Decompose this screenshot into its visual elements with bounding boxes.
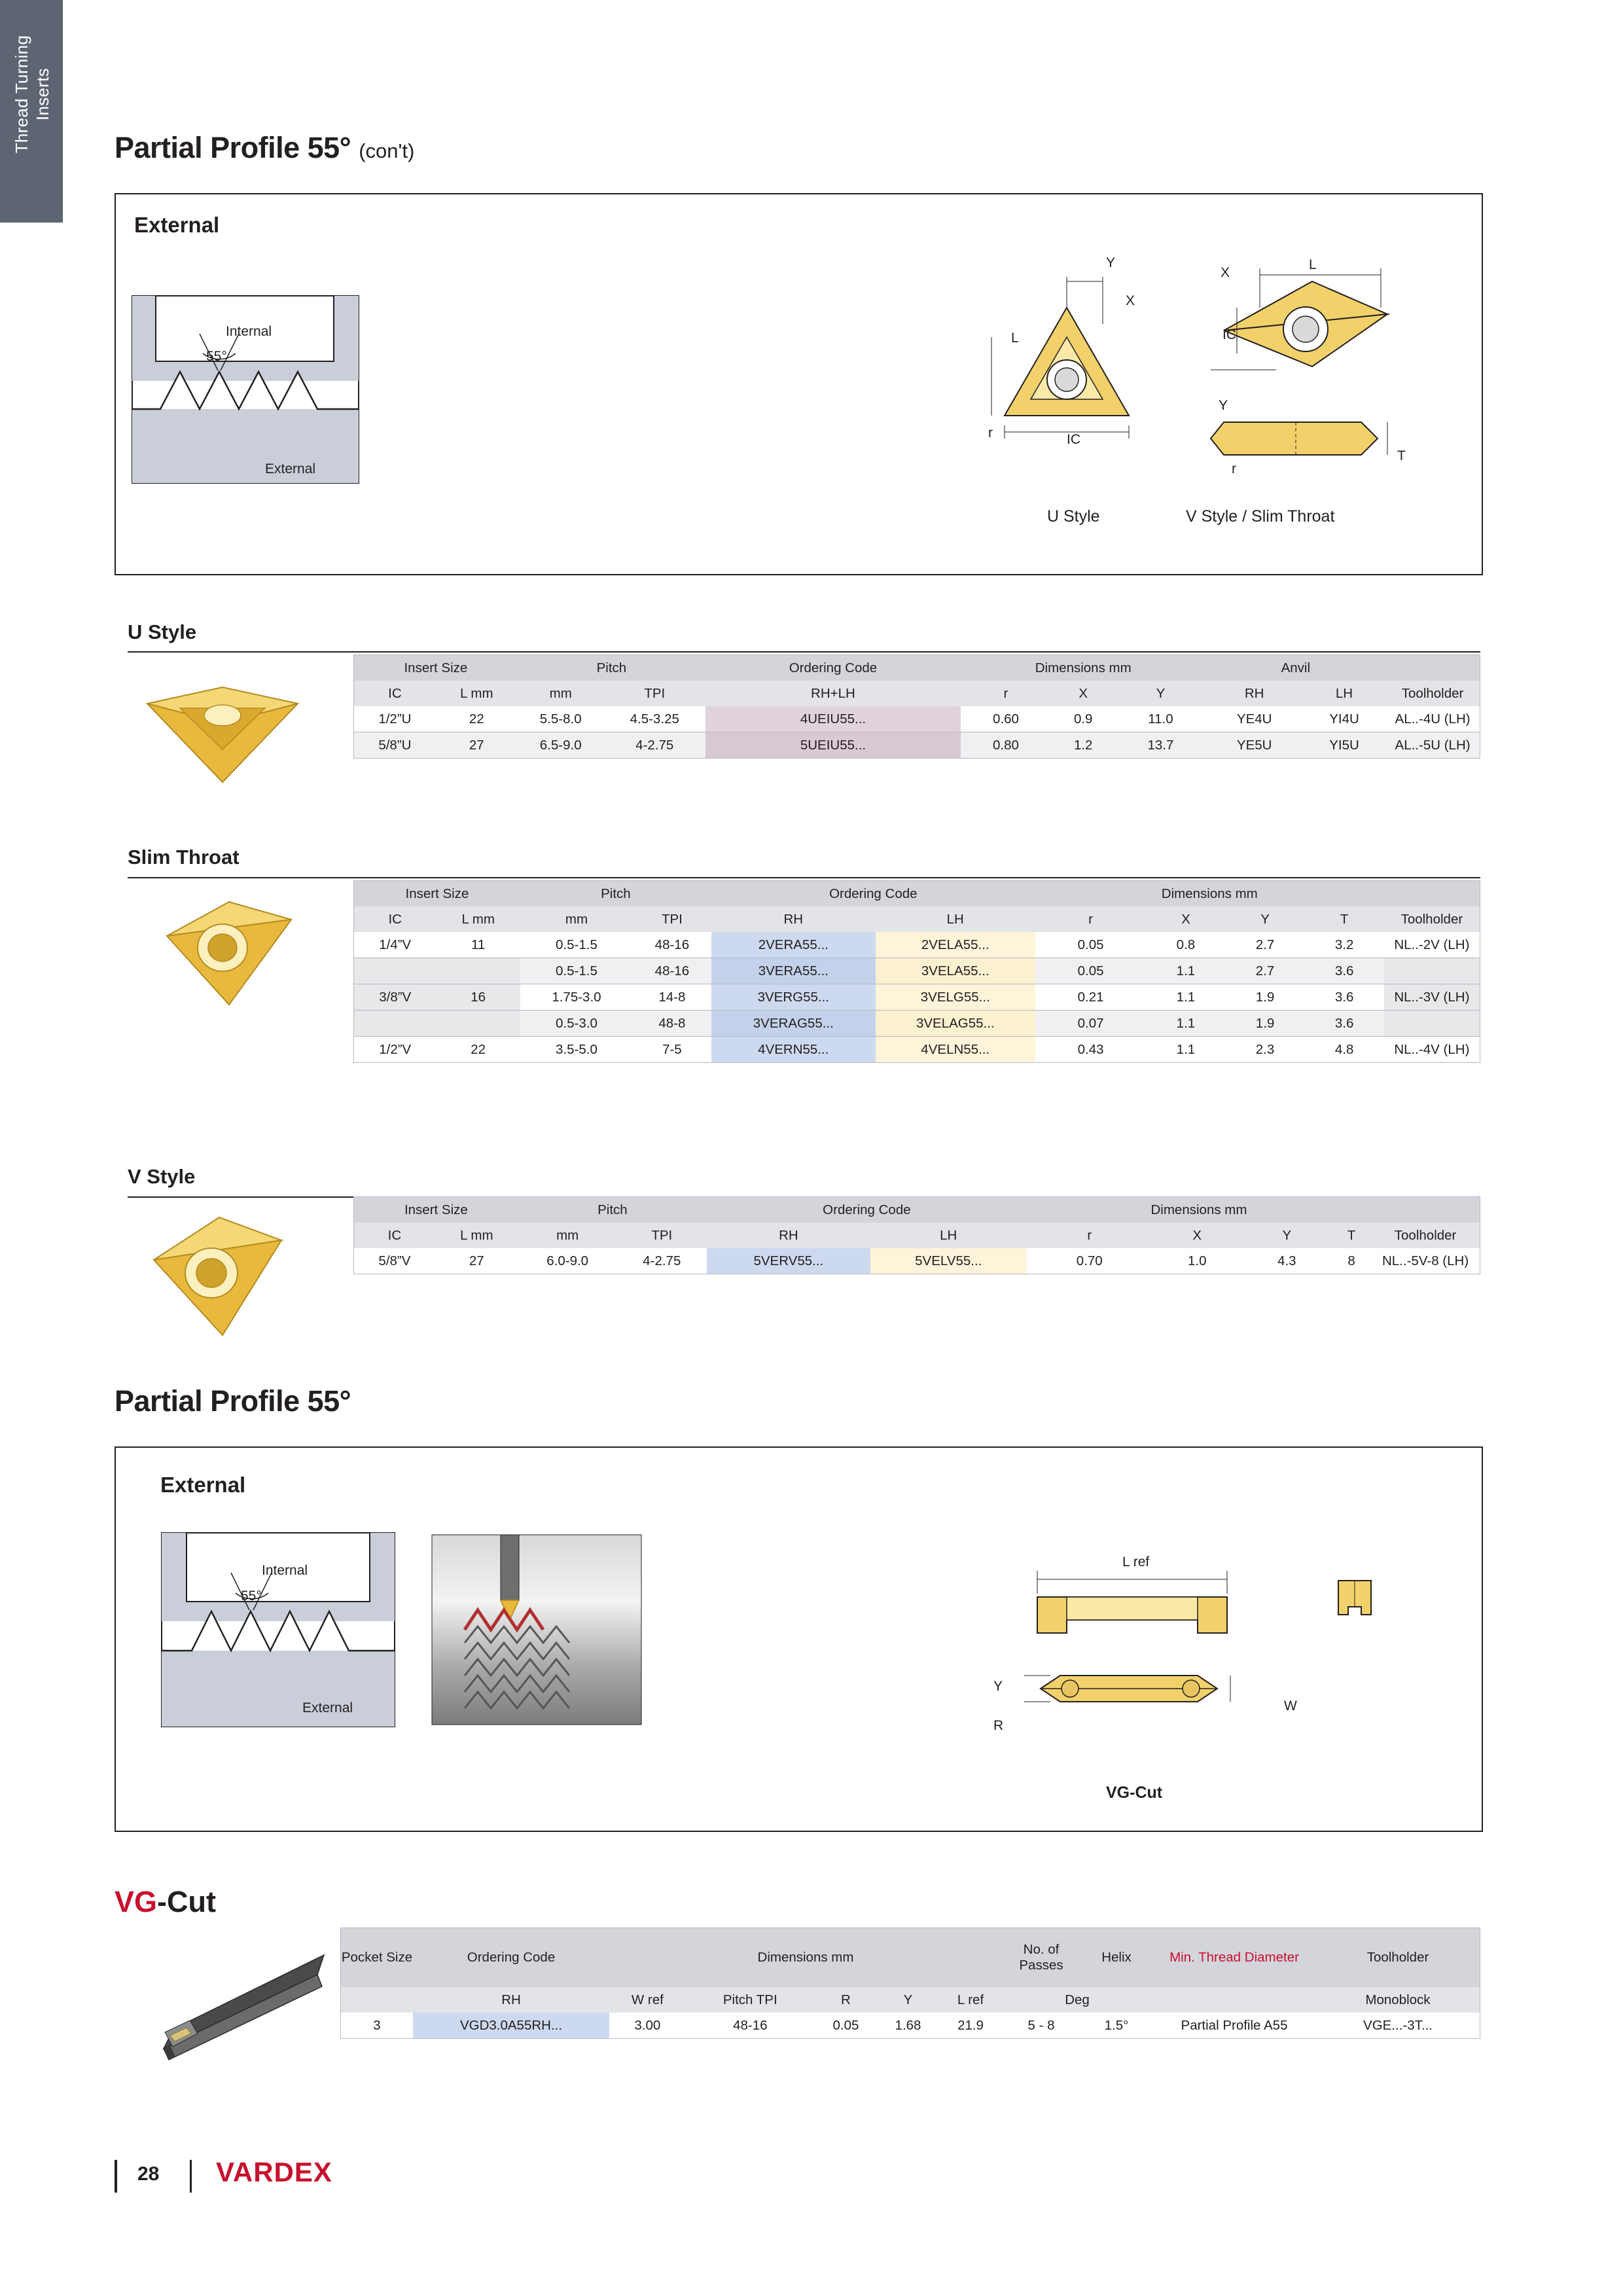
cell-r0-c7: 11.0	[1115, 706, 1205, 732]
cell-r0-c8: 4.3	[1242, 1248, 1332, 1274]
group-header-pitch: Pitch	[518, 1197, 707, 1223]
cell-r0-c4: 4UEIU55...	[705, 706, 961, 732]
column-header-6: X	[1051, 681, 1116, 706]
column-header-9: T	[1332, 1223, 1371, 1248]
table-row	[354, 706, 1480, 732]
column-header-5: LH	[876, 906, 1035, 932]
cell-r0-c3: 48-16	[686, 2013, 815, 2039]
column-header-8: Y	[1225, 906, 1304, 932]
group-header-no-of-passes: No. of Passes	[1002, 1928, 1080, 1988]
cell-r0-c4: 5VERV55...	[707, 1248, 870, 1274]
cell-r1-c9: YI5U	[1303, 732, 1385, 759]
table-group-header-row	[341, 1928, 1480, 1988]
group-header-insert-size: Insert Size	[354, 655, 518, 681]
diagram1-label-Y: Y	[1106, 255, 1116, 270]
cell-r2-c10: NL..-3V (LH)	[1384, 984, 1480, 1011]
cell-r4-c3: 7-5	[633, 1037, 711, 1063]
cell-r0-c9: YI4U	[1303, 706, 1385, 732]
diagram2-label-W: W	[1284, 1698, 1297, 1713]
column-header-lref: L ref	[939, 1987, 1002, 2013]
brand-logo: VARDEX	[216, 2157, 332, 2187]
cell-r0-c10: NL..-2V (LH)	[1384, 932, 1480, 958]
table-column-header-row	[354, 906, 1480, 932]
page-title	[115, 131, 414, 165]
cell-r0-c4: 2VERA55...	[711, 932, 876, 958]
u-style-table	[353, 655, 1480, 759]
column-header-9: LH	[1303, 681, 1385, 706]
cell-r0-c10: VGE...-3T...	[1316, 2013, 1480, 2039]
external-panel-1-label: External	[134, 213, 220, 237]
cell-r3-c0	[354, 1011, 437, 1037]
group-header-toolholder: Toolholder	[1316, 1928, 1480, 1988]
u-style-rule	[128, 651, 1480, 653]
cell-r3-c10	[1384, 1011, 1480, 1037]
cell-r1-c3: 4-2.75	[604, 732, 705, 759]
group-header-ordering-code: Ordering Code	[413, 1928, 609, 1988]
threading-operation-illustration	[429, 1532, 645, 1728]
cell-r4-c4: 4VERN55...	[711, 1037, 876, 1063]
diagram1-label-IC: IC	[1067, 432, 1080, 447]
cell-r2-c1: 16	[436, 984, 520, 1011]
thread-profile-diagram-1	[131, 295, 360, 484]
cell-r2-c3: 14-8	[633, 984, 711, 1011]
diagram2-label-R: R	[993, 1718, 1004, 1733]
cell-r2-c0: 3/8”V	[354, 984, 437, 1011]
cell-r3-c1	[436, 1011, 520, 1037]
column-header-9: T	[1305, 906, 1384, 932]
column-header-8: Y	[1242, 1223, 1332, 1248]
cell-r0-c8: 2.7	[1225, 932, 1304, 958]
cell-r0-c6: 21.9	[939, 2013, 1002, 2039]
cell-r0-c6: 0.70	[1027, 1248, 1152, 1274]
cell-r0-c3: 4-2.75	[617, 1248, 707, 1274]
section-tab	[0, 0, 63, 223]
cell-r0-c5: 5VELV55...	[870, 1248, 1027, 1274]
group-header-min-thread-diameter: Min. Thread Diameter	[1152, 1928, 1316, 1988]
table-row	[354, 1248, 1480, 1274]
cell-r1-c5: 0.80	[961, 732, 1051, 759]
cell-r0-c0: 5/8”V	[354, 1248, 435, 1274]
cell-r4-c8: 2.3	[1225, 1037, 1304, 1063]
vg-cut-heading-rest: -Cut	[157, 1885, 216, 1918]
column-header-3: TPI	[633, 906, 711, 932]
slim-throat-heading: Slim Throat	[128, 846, 240, 869]
table-column-header-row	[354, 1223, 1480, 1248]
page-title-text: Partial Profile 55°	[115, 131, 351, 164]
column-header-y: Y	[877, 1987, 939, 2013]
table-column-header-row	[341, 1987, 1480, 2013]
cell-r0-c7: 1.0	[1152, 1248, 1242, 1274]
cell-r1-c7: 13.7	[1115, 732, 1205, 759]
footer-divider-right	[190, 2160, 192, 2193]
diagram2-angle-label: 55°	[241, 1588, 262, 1604]
group-header-dimensions: Dimensions mm	[1027, 1197, 1371, 1223]
diagram2-label-Y: Y	[993, 1679, 1003, 1694]
cell-r0-c2: 0.5-1.5	[520, 932, 633, 958]
vg-cut-end-view	[1332, 1574, 1378, 1626]
cell-r3-c2: 0.5-3.0	[520, 1011, 633, 1037]
external-panel-2-label: External	[160, 1473, 246, 1497]
cell-r1-c0	[354, 958, 437, 984]
diagram1-vlabel-IC: IC	[1222, 327, 1236, 342]
cell-r3-c4: 3VERAG55...	[711, 1011, 876, 1037]
cell-r0-c6: 0.05	[1035, 932, 1147, 958]
cell-r1-c2: 0.5-1.5	[520, 958, 633, 984]
column-header-7: X	[1146, 906, 1225, 932]
cell-r0-c10: NL..-5V-8 (LH)	[1371, 1248, 1480, 1274]
u-style-insert-diagram	[969, 245, 1165, 455]
cell-r3-c9: 3.6	[1305, 1011, 1384, 1037]
cell-r4-c5: 4VELN55...	[876, 1037, 1035, 1063]
table-group-header-row	[354, 881, 1480, 907]
cell-r1-c4: 3VERA55...	[711, 958, 876, 984]
group-header-ordering-code: Ordering Code	[711, 881, 1035, 907]
cell-r1-c8: 2.7	[1225, 958, 1304, 984]
table-row	[354, 1011, 1480, 1037]
vg-cut-toolholder-photo	[151, 1934, 334, 2065]
vg-cut-geometry-diagram	[1001, 1548, 1296, 1744]
column-header-2: mm	[518, 1223, 617, 1248]
column-header-rh: RH	[413, 1987, 609, 2013]
diagram1-vlabel-Y: Y	[1219, 398, 1228, 413]
cell-r0-c1: 22	[436, 706, 518, 732]
column-header-2: mm	[518, 681, 604, 706]
v-style-insert-diagram	[1198, 245, 1414, 481]
column-header-0: IC	[354, 681, 436, 706]
cell-r4-c7: 1.1	[1146, 1037, 1225, 1063]
column-header-5: LH	[870, 1223, 1027, 1248]
diagram1-label-r: r	[988, 425, 993, 440]
group-header-helix: Helix	[1080, 1928, 1152, 1988]
diagram1-vlabel-T: T	[1397, 448, 1406, 463]
column-header-deg: Deg	[1002, 1987, 1152, 2013]
column-header-7: Y	[1115, 681, 1205, 706]
cell-r4-c6: 0.43	[1035, 1037, 1147, 1063]
cell-r4-c1: 22	[436, 1037, 520, 1063]
cell-r3-c7: 1.1	[1146, 1011, 1225, 1037]
column-header-6: r	[1035, 906, 1147, 932]
cell-r0-c5: 0.60	[961, 706, 1051, 732]
u-style-heading: U Style	[128, 620, 197, 643]
table-row	[354, 932, 1480, 958]
cell-r0-c7: 5 - 8	[1002, 2013, 1080, 2039]
cell-r0-c2: 5.5-8.0	[518, 706, 604, 732]
cell-r2-c5: 3VELG55...	[876, 984, 1035, 1011]
column-header-pitch-tpi: Pitch TPI	[686, 1987, 815, 2013]
cell-r2-c2: 1.75-3.0	[520, 984, 633, 1011]
section-tab-line1: Thread Turning	[12, 35, 31, 154]
cell-r0-c0: 3	[341, 2013, 414, 2039]
cell-r0-c9: 8	[1332, 1248, 1371, 1274]
diagram1-angle-label: 55°	[206, 349, 227, 364]
thread-profile-diagram-2	[160, 1532, 396, 1728]
v-style-slim-throat-caption: V Style / Slim Throat	[1186, 507, 1335, 526]
table-group-header-row	[354, 655, 1480, 681]
vg-cut-heading-red: VG	[115, 1885, 158, 1918]
group-header-pitch: Pitch	[518, 655, 705, 681]
section-tab-line2: Inserts	[33, 67, 52, 121]
column-header-10: Toolholder	[1384, 906, 1480, 932]
diagram1-label-X: X	[1126, 293, 1135, 308]
cell-r1-c1: 27	[436, 732, 518, 759]
cell-r1-c0: 5/8”U	[354, 732, 436, 759]
cell-r1-c10	[1384, 958, 1480, 984]
cell-r0-c9: Partial Profile A55	[1152, 2013, 1316, 2039]
column-header-blank1	[341, 1987, 414, 2013]
group-header-blank	[1384, 881, 1480, 907]
cell-r0-c5: 2VELA55...	[876, 932, 1035, 958]
cell-r1-c6: 1.2	[1051, 732, 1116, 759]
column-header-2: mm	[520, 906, 633, 932]
page-number: 28	[137, 2163, 160, 2185]
slim-throat-table	[353, 880, 1480, 1063]
table-group-header-row	[354, 1197, 1480, 1223]
cell-r0-c10: AL..-4U (LH)	[1385, 706, 1480, 732]
column-header-0: IC	[354, 906, 437, 932]
cell-r0-c4: 0.05	[815, 2013, 877, 2039]
cell-r2-c7: 1.1	[1146, 984, 1225, 1011]
column-header-monoblock: Monoblock	[1316, 1987, 1480, 2013]
diagram1-external-label: External	[265, 461, 316, 476]
cell-r0-c2: 6.0-9.0	[518, 1248, 617, 1274]
cell-r3-c6: 0.07	[1035, 1011, 1147, 1037]
cell-r1-c4: 5UEIU55...	[705, 732, 961, 759]
cell-r0-c6: 0.9	[1051, 706, 1116, 732]
partial-profile-heading-2: Partial Profile 55°	[115, 1384, 351, 1418]
u-style-insert-photo	[134, 668, 311, 792]
cell-r1-c9: 3.6	[1305, 958, 1384, 984]
cell-r1-c8: YE5U	[1205, 732, 1302, 759]
column-header-8: RH	[1205, 681, 1302, 706]
cell-r1-c2: 6.5-9.0	[518, 732, 604, 759]
column-header-0: IC	[354, 1223, 435, 1248]
cell-r0-c0: 1/4”V	[354, 932, 437, 958]
cell-r4-c9: 4.8	[1305, 1037, 1384, 1063]
column-header-10: Toolholder	[1371, 1223, 1480, 1248]
group-header-ordering-code: Ordering Code	[705, 655, 961, 681]
cell-r0-c7: 0.8	[1146, 932, 1225, 958]
group-header-insert-size: Insert Size	[354, 881, 520, 907]
u-style-caption: U Style	[1047, 507, 1100, 526]
cell-r0-c8: YE4U	[1205, 706, 1302, 732]
cell-r2-c8: 1.9	[1225, 984, 1304, 1011]
cell-r1-c1	[436, 958, 520, 984]
group-header-dimensions: Dimensions mm	[961, 655, 1206, 681]
vg-cut-table	[340, 1928, 1480, 2039]
v-style-heading: V Style	[128, 1165, 196, 1188]
footer-divider-left	[115, 2160, 117, 2193]
column-header-4: RH+LH	[705, 681, 961, 706]
table-row	[354, 958, 1480, 984]
table-row	[354, 984, 1480, 1011]
cell-r0-c3: 48-16	[633, 932, 711, 958]
cell-r0-c1: 11	[436, 932, 520, 958]
column-header-3: TPI	[604, 681, 705, 706]
cell-r1-c3: 48-16	[633, 958, 711, 984]
diagram1-vlabel-r: r	[1232, 461, 1236, 476]
diagram1-vlabel-L: L	[1309, 257, 1317, 272]
column-header-blank2	[1152, 1987, 1316, 2013]
group-header-ordering-code: Ordering Code	[707, 1197, 1027, 1223]
cell-r1-c6: 0.05	[1035, 958, 1147, 984]
section-tab-text	[1, 0, 63, 189]
cell-r0-c8: 1.5°	[1080, 2013, 1152, 2039]
slim-throat-rule	[128, 877, 1480, 878]
column-header-1: L mm	[435, 1223, 518, 1248]
cell-r0-c3: 4.5-3.25	[604, 706, 705, 732]
group-header-blank	[1385, 655, 1480, 681]
cell-r4-c0: 1/2”V	[354, 1037, 437, 1063]
cell-r0-c9: 3.2	[1305, 932, 1384, 958]
column-header-4: RH	[711, 906, 876, 932]
v-style-insert-photo	[141, 1214, 311, 1365]
group-header-pocket-size: Pocket Size	[341, 1928, 414, 1988]
diagram2-external-label: External	[302, 1700, 353, 1715]
cell-r3-c5: 3VELAG55...	[876, 1011, 1035, 1037]
cell-r0-c1: 27	[435, 1248, 518, 1274]
diagram2-label-Lref: L ref	[1122, 1554, 1150, 1570]
vg-cut-diagram-caption: VG-Cut	[1106, 1784, 1163, 1802]
cell-r0-c2: 3.00	[609, 2013, 686, 2039]
diagram1-vlabel-X: X	[1221, 265, 1230, 280]
cell-r4-c2: 3.5-5.0	[520, 1037, 633, 1063]
column-header-7: X	[1152, 1223, 1242, 1248]
column-header-r: R	[815, 1987, 877, 2013]
group-header-dimensions: Dimensions mm	[609, 1928, 1002, 1988]
group-header-insert-size: Insert Size	[354, 1197, 518, 1223]
vg-cut-heading	[115, 1885, 216, 1919]
cell-r2-c6: 0.21	[1035, 984, 1147, 1011]
column-header-4: RH	[707, 1223, 870, 1248]
cell-r1-c10: AL..-5U (LH)	[1385, 732, 1480, 759]
table-row	[354, 1037, 1480, 1063]
group-header-blank	[1371, 1197, 1480, 1223]
cell-r0-c0: 1/2”U	[354, 706, 436, 732]
cell-r0-c5: 1.68	[877, 2013, 939, 2039]
cell-r2-c9: 3.6	[1305, 984, 1384, 1011]
cell-r1-c7: 1.1	[1146, 958, 1225, 984]
group-header-anvil: Anvil	[1205, 655, 1385, 681]
table-row	[341, 2013, 1480, 2039]
diagram2-internal-label: Internal	[262, 1563, 308, 1578]
cell-r1-c5: 3VELA55...	[876, 958, 1035, 984]
cell-r4-c10: NL..-4V (LH)	[1384, 1037, 1480, 1063]
cell-r3-c3: 48-8	[633, 1011, 711, 1037]
column-header-5: r	[961, 681, 1051, 706]
diagram1-label-L: L	[1011, 331, 1019, 346]
column-header-1: L mm	[436, 906, 520, 932]
column-header-3: TPI	[617, 1223, 707, 1248]
page-title-suffix: (con't)	[359, 139, 415, 162]
column-header-wref: W ref	[609, 1987, 686, 2013]
column-header-6: r	[1027, 1223, 1152, 1248]
cell-r2-c4: 3VERG55...	[711, 984, 876, 1011]
cell-r0-c1: VGD3.0A55RH...	[413, 2013, 609, 2039]
diagram1-internal-label: Internal	[226, 324, 272, 339]
v-style-table	[353, 1196, 1480, 1274]
slim-throat-insert-photo	[151, 897, 314, 1034]
group-header-pitch: Pitch	[520, 881, 711, 907]
cell-r3-c8: 1.9	[1225, 1011, 1304, 1037]
table-column-header-row	[354, 681, 1480, 706]
column-header-1: L mm	[436, 681, 518, 706]
column-header-10: Toolholder	[1385, 681, 1480, 706]
table-row	[354, 732, 1480, 759]
group-header-dimensions: Dimensions mm	[1035, 881, 1384, 907]
